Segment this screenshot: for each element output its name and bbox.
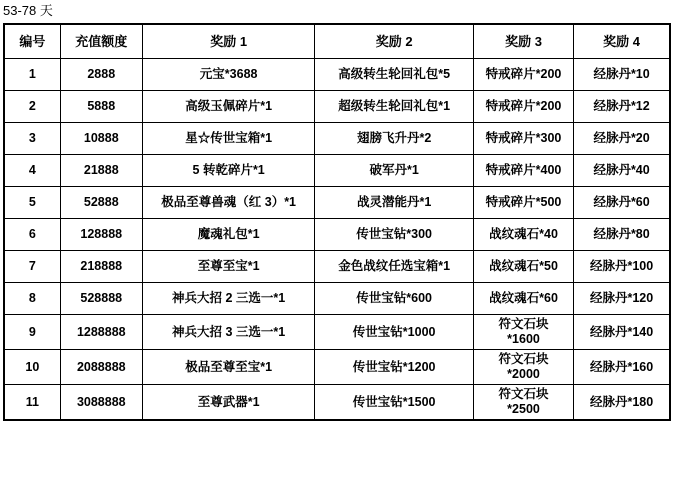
cell-reward-2: 传世宝钻*300: [315, 219, 473, 251]
cell-reward-4: 经脉丹*120: [574, 283, 670, 315]
table-row: [4, 315, 670, 350]
cell-reward-4: 经脉丹*40: [574, 155, 670, 187]
cell-reward-2: 战灵潜能丹*1: [315, 187, 473, 219]
cell-reward-2: 传世宝钻*1000: [315, 315, 473, 350]
cell-recharge-amount: 3088888: [60, 385, 142, 421]
cell-recharge-amount: 218888: [60, 251, 142, 283]
cell-reward-4: 经脉丹*10: [574, 59, 670, 91]
cell-reward-2: 金色战纹任选宝箱*1: [315, 251, 473, 283]
page-caption: 53-78 天: [3, 3, 53, 18]
table-header: [4, 24, 670, 59]
cell-reward-1: 魔魂礼包*1: [142, 219, 315, 251]
cell-reward-1: 极品至尊兽魂（红 3）*1: [142, 187, 315, 219]
table-row: [4, 187, 670, 219]
table-header-row: [4, 24, 670, 59]
cell-reward-4: 经脉丹*80: [574, 219, 670, 251]
cell-reward-3: 特戒碎片*400: [473, 155, 573, 187]
cell-reward-4: 经脉丹*180: [574, 385, 670, 421]
cell-reward-1: 高级玉佩碎片*1: [142, 91, 315, 123]
table-row: [4, 59, 670, 91]
cell-recharge-amount: 10888: [60, 123, 142, 155]
cell-id: 10: [4, 350, 60, 385]
cell-id: 6: [4, 219, 60, 251]
table-row: [4, 219, 670, 251]
table-row: [4, 155, 670, 187]
cell-reward-4: 经脉丹*160: [574, 350, 670, 385]
cell-reward-3: 战纹魂石*40: [473, 219, 573, 251]
recharge-reward-table: [3, 23, 671, 421]
cell-id: 8: [4, 283, 60, 315]
cell-reward-1: 神兵大招 3 三选一*1: [142, 315, 315, 350]
cell-reward-2: 高级转生轮回礼包*5: [315, 59, 473, 91]
table-row: [4, 283, 670, 315]
cell-reward-1: 至尊武器*1: [142, 385, 315, 421]
cell-reward-3: 战纹魂石*50: [473, 251, 573, 283]
cell-reward-1: 元宝*3688: [142, 59, 315, 91]
cell-recharge-amount: 52888: [60, 187, 142, 219]
cell-reward-1: 极品至尊至宝*1: [142, 350, 315, 385]
cell-reward-3: 特戒碎片*200: [473, 91, 573, 123]
column-header-reward-2: 奖励 2: [315, 24, 473, 59]
table-row: [4, 350, 670, 385]
cell-id: 11: [4, 385, 60, 421]
cell-reward-1: 5 转乾碎片*1: [142, 155, 315, 187]
cell-reward-4: 经脉丹*60: [574, 187, 670, 219]
column-header-reward-1: 奖励 1: [142, 24, 315, 59]
cell-reward-4: 经脉丹*100: [574, 251, 670, 283]
cell-reward-3: 符文石块 *2000: [473, 350, 573, 385]
cell-reward-2: 超级转生轮回礼包*1: [315, 91, 473, 123]
table-row: [4, 91, 670, 123]
cell-id: 7: [4, 251, 60, 283]
cell-recharge-amount: 2888: [60, 59, 142, 91]
cell-reward-4: 经脉丹*20: [574, 123, 670, 155]
cell-recharge-amount: 2088888: [60, 350, 142, 385]
table-row: [4, 251, 670, 283]
cell-recharge-amount: 128888: [60, 219, 142, 251]
column-header-reward-3: 奖励 3: [473, 24, 573, 59]
cell-reward-2: 翅膀飞升丹*2: [315, 123, 473, 155]
cell-reward-4: 经脉丹*140: [574, 315, 670, 350]
cell-reward-3: 特戒碎片*500: [473, 187, 573, 219]
cell-id: 1: [4, 59, 60, 91]
table-row: [4, 123, 670, 155]
cell-reward-2: 传世宝钻*1500: [315, 385, 473, 421]
column-header-reward-4: 奖励 4: [574, 24, 670, 59]
table-body: [4, 59, 670, 421]
cell-reward-4: 经脉丹*12: [574, 91, 670, 123]
cell-reward-2: 破军丹*1: [315, 155, 473, 187]
cell-reward-3: 符文石块 *2500: [473, 385, 573, 421]
cell-reward-3: 特戒碎片*200: [473, 59, 573, 91]
cell-recharge-amount: 5888: [60, 91, 142, 123]
cell-id: 3: [4, 123, 60, 155]
cell-reward-1: 神兵大招 2 三选一*1: [142, 283, 315, 315]
cell-id: 4: [4, 155, 60, 187]
cell-reward-2: 传世宝钻*1200: [315, 350, 473, 385]
cell-id: 9: [4, 315, 60, 350]
table-row: [4, 385, 670, 421]
cell-reward-3: 战纹魂石*60: [473, 283, 573, 315]
cell-reward-3: 特戒碎片*300: [473, 123, 573, 155]
cell-reward-3: 符文石块 *1600: [473, 315, 573, 350]
cell-recharge-amount: 1288888: [60, 315, 142, 350]
cell-id: 2: [4, 91, 60, 123]
cell-reward-2: 传世宝钻*600: [315, 283, 473, 315]
column-header-recharge-amount: 充值额度: [60, 24, 142, 59]
column-header-id: 编号: [4, 24, 60, 59]
cell-recharge-amount: 21888: [60, 155, 142, 187]
cell-reward-1: 星☆传世宝箱*1: [142, 123, 315, 155]
cell-id: 5: [4, 187, 60, 219]
cell-reward-1: 至尊至宝*1: [142, 251, 315, 283]
cell-recharge-amount: 528888: [60, 283, 142, 315]
